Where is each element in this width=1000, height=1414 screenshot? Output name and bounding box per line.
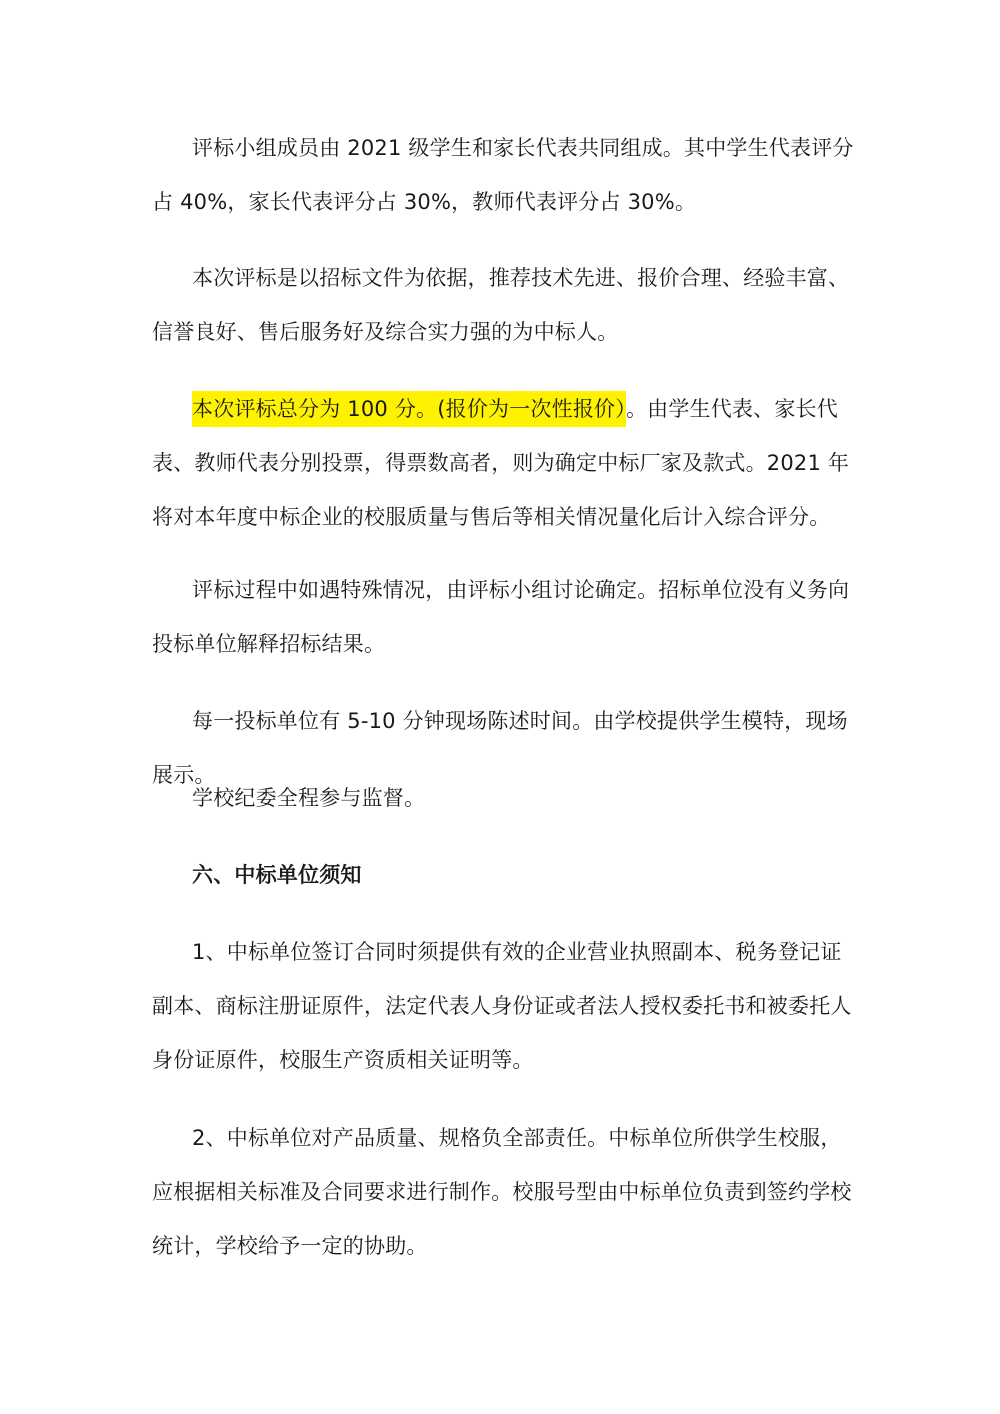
paragraph-special-cases: 评标过程中如遇特殊情况，由评标小组讨论确定。招标单位没有义务向投标单位解释招标结果。: [152, 578, 850, 656]
list-item-contract-documents: 1、中标单位签订合同时须提供有效的企业营业执照副本、税务登记证副本、商标注册证原件，法定代表人身份证或者法人授权委托书和被委托人身份证原件，校服生产资质相关证明等。: [152, 940, 852, 1072]
paragraph-evaluation-basis: 本次评标是以招标文件为依据，推荐技术先进、报价合理、经验丰富、信誉良好、售后服务好及综合实力强的为中标人。: [152, 266, 850, 344]
paragraph-total-score: [152, 382, 862, 544]
paragraph-scoring-committee: 评标小组成员由 2021 级学生和家长代表共同组成。其中学生代表评分占 40%，家长代表评分占 30%，教师代表评分占 30%。: [152, 136, 854, 214]
list-item-quality-responsibility: 2、中标单位对产品质量、规格负全部责任。中标单位所供学生校服，应根据相关标准及合同要求进行制作。校服号型由中标单位负责到签约学校统计，学校给予一定的协助。: [152, 1126, 852, 1258]
paragraph-total-score-rest: 。由学生代表、家长代表、教师代表分别投票，得票数高者，则为确定中标厂家及款式。2021 年将对本年度中标企业的校服质量与售后等相关情况量化后计入综合评分。: [152, 397, 850, 529]
section-heading-winning-bidder-notice: 六、中标单位须知: [192, 863, 362, 887]
highlighted-total-score: 本次评标总分为 100 分。(报价为一次性报价）: [192, 391, 626, 427]
paragraph-presentation-time: 每一投标单位有 5-10 分钟现场陈述时间。由学校提供学生模特，现场展示。: [152, 709, 848, 787]
paragraph-supervision: 学校纪委全程参与监督。: [192, 786, 426, 810]
